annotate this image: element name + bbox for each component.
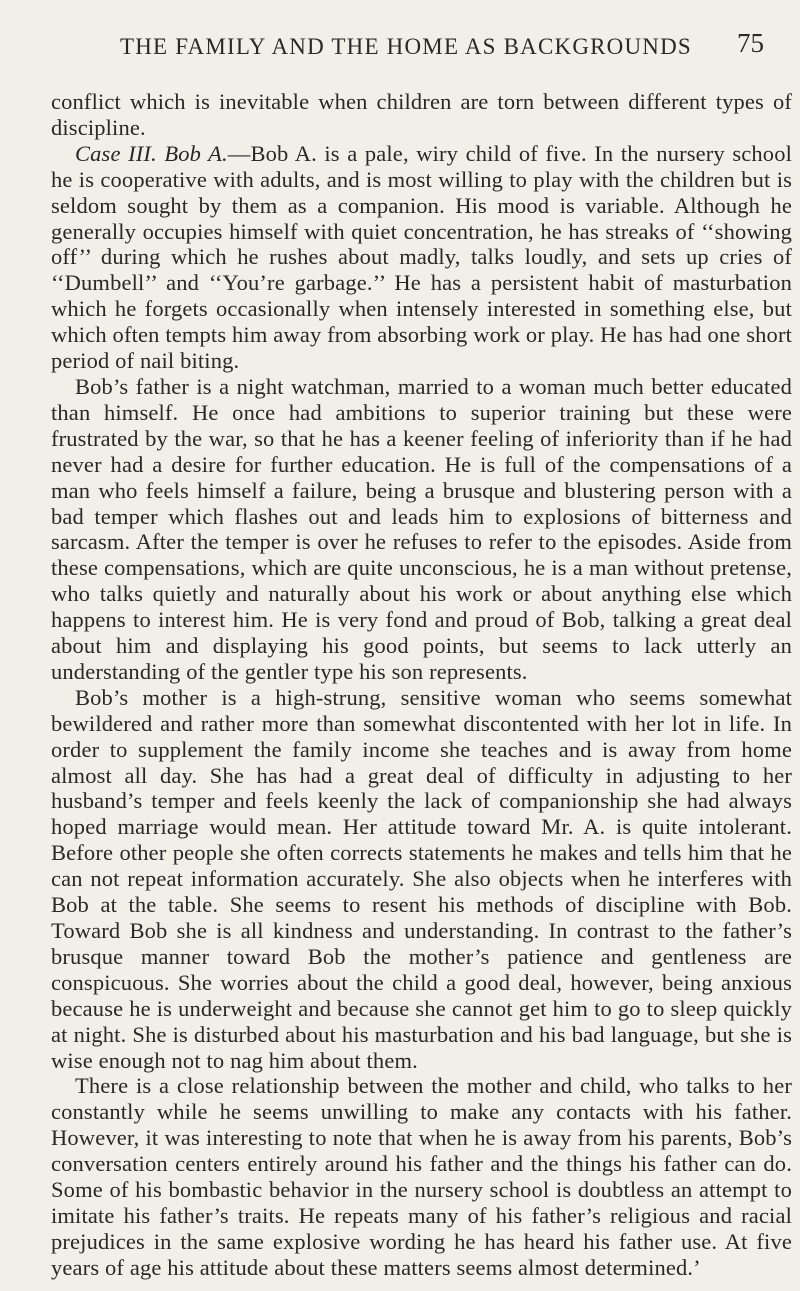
paragraph-relationship: There is a close relationship between the mother and child, who talks to her constantly while he seems unwilling to make any contacts with his father. However, it was interesting to note that when he is away from his parents, Bob’s conversation centers entirely around his father and the things his father can do. Some of his bombastic behavior in the nursery school is doubtless an attempt to imitate his father’s traits. He repeats many of his father’s religious and racial prejudices in the same explosive wording he has heard his father use. At five years of age his attitude about these matters seems almost determined.’ [51,1073,792,1280]
paragraph-father: Bob’s father is a night watchman, married to a woman much better educated than himself. He once had ambitions to superior training but these were frustrated by the war, so that he has a keener feeling of inferiority than if he had never had a desire for further education. He is full of the compensations of a man who feels himself a failure, being a brusque and blustering person with a bad temper which flashes out and leads him to explosions of bitterness and sarcasm. After the temper is over he refuses to refer to the episodes. Aside from these compensations, which are quite unconscious, he is a man without pretense, who talks quietly and naturally about his work or about anything else which happens to interest him. He is very fond and proud of Bob, talking a great deal about him and displaying his good points, but seems to lack utterly an understanding of the gentler type his son represents. [51,373,792,684]
paragraph-case-iii [51,141,792,374]
page-number: 75 [737,28,764,58]
paragraph-continued: conflict which is inevitable when children are torn between different types of discipline. [51,89,792,140]
running-head: THE FAMILY AND THE HOME AS BACKGROUNDS [120,34,692,59]
paragraph-mother: Bob’s mother is a high-strung, sensitive woman who seems somewhat bewildered and rather more than somewhat discontented with her lot in life. In order to supplement the family income she teaches and is away from home almost all day. She has had a great deal of difficulty in adjusting to her husband’s temper and feels keenly the lack of companionship she had always hoped marriage would mean. Her attitude toward Mr. A. is quite intolerant. Before other people she often corrects statements he makes and tells him that he can not repeat information accurately. She also objects when he interferes with Bob at the table. She seems to resent his methods of discipline with Bob. Toward Bob she is all kindness and understanding. In contrast to the father’s brusque manner toward Bob the mother’s patience and gentleness are conspicuous. She worries about the child a good deal, however, being anxious because he is underweight and because she cannot get him to go to sleep quickly at night. She is disturbed about his masturbation and his bad language, but she is wise enough not to nag him about them. [51,684,792,1073]
body-text [51,89,792,1281]
case-label: Case III. Bob A. [75,140,228,166]
case-description: —Bob A. is a pale, wiry child of five. In the nursery school he is cooperative with adults, and is most willing to play with the children but is seldom sought by them as a companion. His mood is variable. Although he generally occupies himself with quiet concentration, he has streaks of ‘‘showing off’’ during which he rushes about madly, talks loudly, and sets up cries of ‘‘Dumbell’’ and ‘‘You’re garbage.’’ He has a persistent habit of masturbation which he forgets occasionally when intensely interested in something else, but which often tempts him away from absorbing work or play. He has had one short period of nail biting. [51,140,792,374]
